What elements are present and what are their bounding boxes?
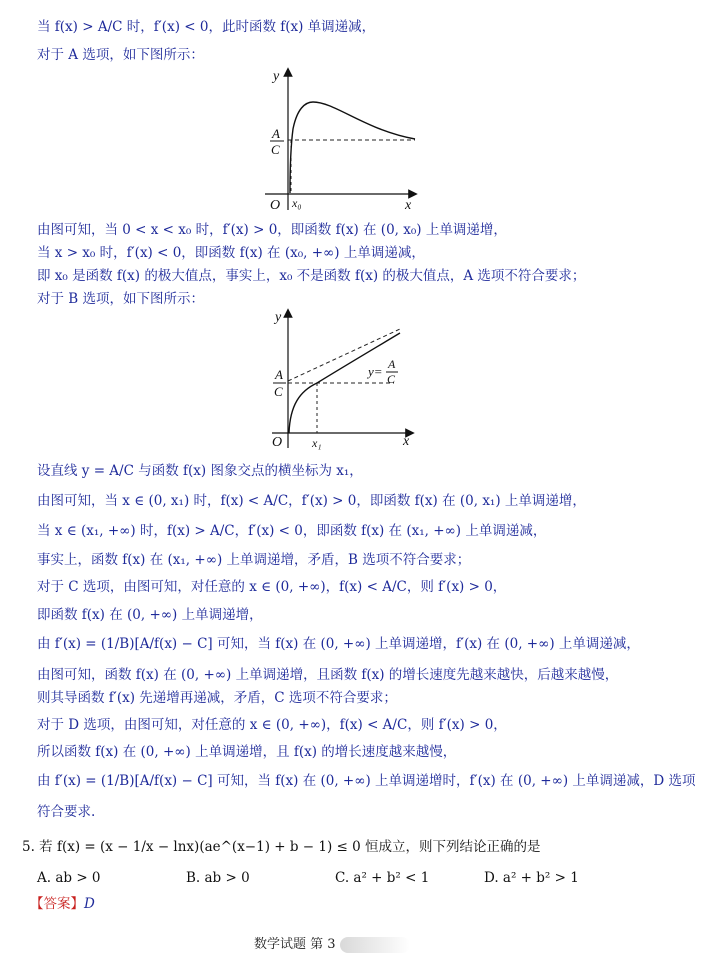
figure-a-y-label: y [273, 69, 280, 84]
figure-b-x1-label: x₁ [312, 436, 322, 450]
text-line-10: 事实上，函数 f(x) 在 (x₁, +∞) 上单调递增，矛盾，B 选项不符合要求； [37, 552, 471, 568]
figure-b-frac-den: C [274, 384, 283, 399]
figure-b-frac-num: A [275, 367, 283, 382]
figure-a-origin: O [270, 198, 281, 213]
text-line-9: 当 x ∈ (x₁, +∞) 时，f(x) > A/C，f′(x) < 0，即函数 f(x) 在 (x₁, +∞) 上单调递减， [37, 523, 547, 539]
text-line-3: 由图可知，当 0 < x < x₀ 时，f′(x) > 0，即函数 f(x) 在 (0, x₀) 上单调递增， [37, 222, 507, 238]
text-line-17: 所以函数 f(x) 在 (0, +∞) 上单调递增，且 f(x) 的增长速度越来越慢， [37, 744, 457, 760]
figure-a-frac-den: C [271, 142, 280, 157]
text-line-12: 即函数 f(x) 在 (0, +∞) 上单调递增， [37, 607, 263, 623]
figure-a-x0-label: x₀ [292, 196, 302, 210]
text-line-7: 设直线 y = A/C 与函数 f(x) 图象交点的横坐标为 x₁， [37, 463, 363, 479]
text-line-4: 当 x > x₀ 时，f′(x) < 0，即函数 f(x) 在 (x₀, +∞) 上单调递减， [37, 245, 425, 261]
text-line-1: 当 f(x) > A/C 时，f′(x) < 0，此时函数 f(x) 单调递减， [37, 19, 376, 35]
text-line-2: 对于 A 选项，如下图所示： [37, 47, 204, 63]
figure-a-curve [290, 102, 415, 193]
text-line-14: 由图可知，函数 f(x) 在 (0, +∞) 上单调递增，且函数 f(x) 的增长速度先越来越快，后越来越慢， [37, 667, 619, 683]
figure-b-y-label: y [275, 310, 282, 325]
figure-a [255, 64, 425, 214]
text-line-13: 由 f′(x) = (1/B)[A/f(x) − C] 可知，当 f(x) 在 (0, +∞) 上单调递增，f′(x) 在 (0, +∞) 上单调递减， [37, 636, 640, 652]
figure-b [258, 305, 418, 453]
text-line-18: 由 f′(x) = (1/B)[A/f(x) − C] 可知，当 f(x) 在 (0, +∞) 上单调递增时，f′(x) 在 (0, +∞) 上单调递减，D 选项 [37, 773, 696, 789]
figure-b-line-num: A [388, 357, 396, 371]
text-line-5: 即 x₀ 是函数 f(x) 的极大值点，事实上，x₀ 不是函数 f(x) 的极大值点，A 选项不符合要求； [37, 268, 586, 284]
answer-value: D [84, 896, 95, 912]
answer-label: 【答案】 [30, 896, 84, 912]
footer-blur [340, 937, 410, 953]
option-b: B. ab > 0 [186, 870, 250, 886]
figure-a-frac-num: A [272, 126, 280, 141]
text-line-16: 对于 D 选项，由图可知，对任意的 x ∈ (0, +∞)，f(x) < A/C，则 f′(x) > 0， [37, 717, 507, 733]
text-line-19: 符合要求. [37, 804, 96, 820]
option-d: D. a² + b² > 1 [484, 870, 579, 886]
text-line-11: 对于 C 选项，由图可知，对任意的 x ∈ (0, +∞)，f(x) < A/C，则 f′(x) > 0， [37, 579, 507, 595]
option-a: A. ab > 0 [37, 870, 101, 886]
page-footer [254, 933, 410, 953]
text-line-8: 由图可知，当 x ∈ (0, x₁) 时，f(x) < A/C，f′(x) > 0，即函数 f(x) 在 (0, x₁) 上单调递增， [37, 493, 586, 509]
text-line-6: 对于 B 选项，如下图所示： [37, 291, 205, 307]
figure-b-origin: O [272, 435, 283, 450]
figure-b-asymptote [288, 329, 400, 381]
text-line-15: 则其导函数 f′(x) 先递增再递减，矛盾，C 选项不符合要求； [37, 690, 397, 706]
figure-b-line-den: C [387, 372, 396, 386]
footer-text: 数学试题 第 3 [254, 937, 336, 952]
figure-a-x-label: x [405, 198, 412, 213]
question-5: 5. 若 f(x) = (x − 1/x − lnx)(ae^(x−1) + b − 1) ≤ 0 恒成立，则下列结论正确的是 [22, 839, 541, 855]
option-c: C. a² + b² < 1 [335, 870, 430, 886]
figure-b-line-label: y= [368, 364, 383, 379]
figure-b-x-label: x [403, 434, 410, 449]
answer-line [30, 895, 95, 913]
